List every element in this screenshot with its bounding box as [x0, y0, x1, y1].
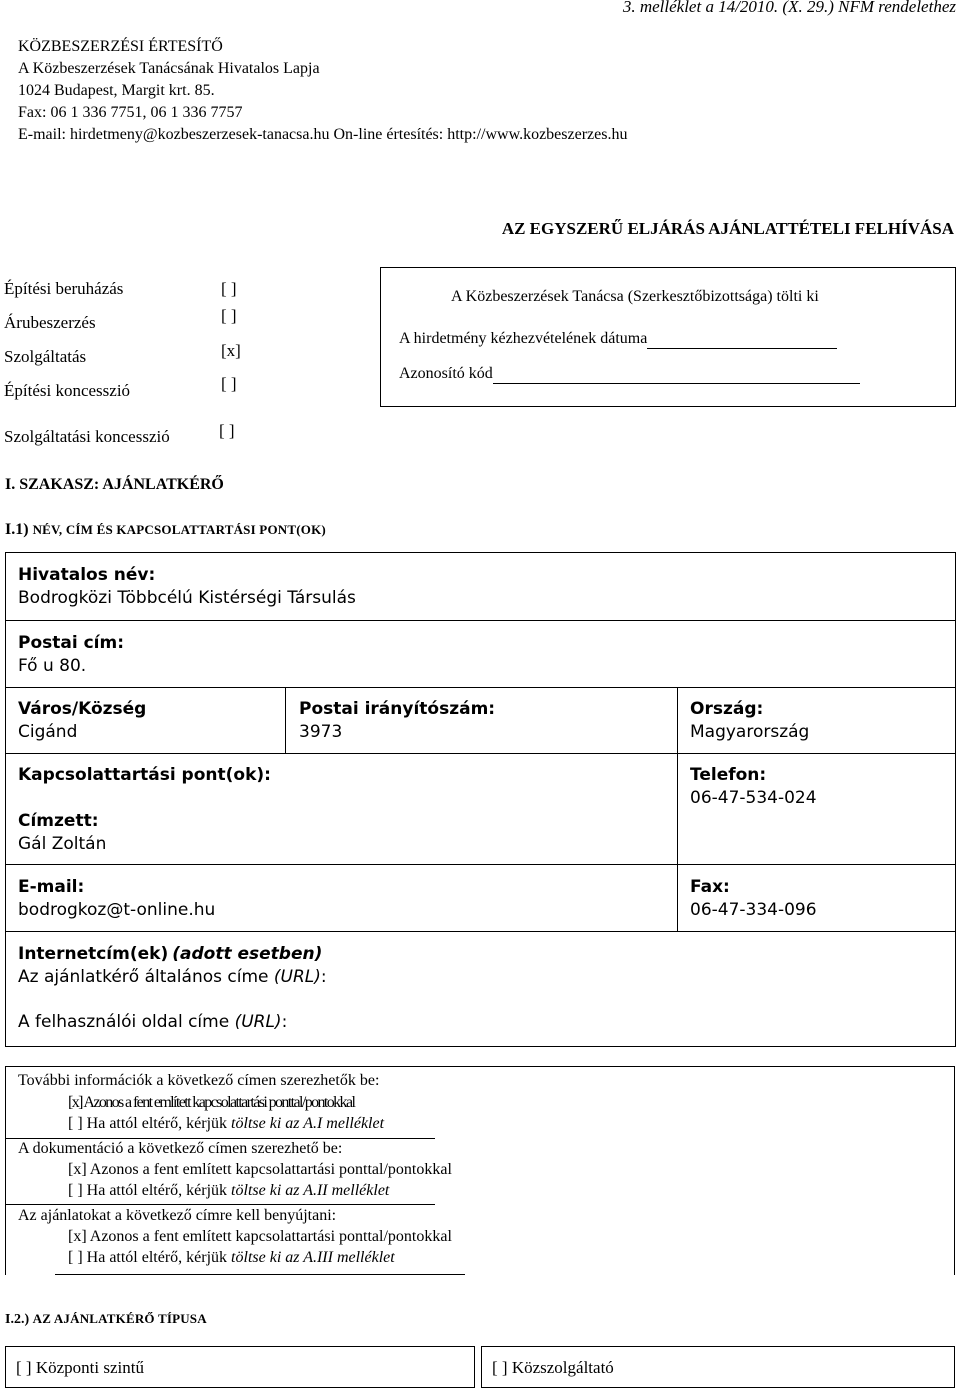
- contract-type-label-supplies: Árubeszerzés: [4, 313, 96, 332]
- publisher-fax: Fax: 06 1 336 7751, 06 1 336 7757: [18, 104, 243, 121]
- form-divider-address: [5, 687, 956, 688]
- internet-heading: Internetcím(ek) (adott esetben): [18, 944, 323, 964]
- buyer-profile-url-label: A felhasználói oldal címe (URL):: [18, 1012, 288, 1032]
- contract-type-label-works-concession: Építési koncesszió: [4, 381, 131, 400]
- form-divider-city: [285, 687, 286, 753]
- form-right-border: [955, 552, 956, 1047]
- docs-heading: A dokumentáció a következő címen szerezhető be:: [18, 1140, 343, 1157]
- postal-address-label: Postai cím:: [18, 633, 125, 653]
- contract-type-checkbox-supplies[interactable]: [ ]: [221, 306, 237, 325]
- section-1-2-heading: I.2.) AZ AJÁNLATKÉRŐ TÍPUSA: [5, 1311, 207, 1327]
- docs-option-other[interactable]: [ ] Ha attól eltérő, kérjük töltse ki az A.II melléklet: [68, 1182, 390, 1199]
- info-option-other[interactable]: [ ] Ha attól eltérő, kérjük töltse ki az A.I melléklet: [68, 1115, 385, 1132]
- buyer-type-utilities-cell: [481, 1346, 955, 1388]
- office-use-title: A Közbeszerzések Tanácsa (Szerkesztőbizottsága) tölti ki: [451, 288, 819, 305]
- received-date-row: [399, 330, 837, 349]
- received-date-field[interactable]: [647, 330, 837, 349]
- info-heading: További információk a következő címen szerezhetők be:: [18, 1072, 380, 1089]
- info-option-same[interactable]: [x] Azonos a fent említett kapcsolattartási ponttal/pontokkal: [68, 1094, 355, 1111]
- form-divider-name: [5, 620, 956, 621]
- identifier-field[interactable]: [493, 365, 860, 384]
- office-use-box: [380, 267, 956, 407]
- contract-type-label-services: Szolgáltatás: [4, 347, 87, 366]
- attention-label: Címzett:: [18, 811, 99, 831]
- received-date-label: A hirdetmény kézhezvételének dátuma: [399, 330, 648, 347]
- city-label: Város/Község: [18, 699, 147, 719]
- contract-type-checkbox-services-concession[interactable]: [ ]: [219, 421, 235, 440]
- publisher-address: 1024 Budapest, Margit krt. 85.: [18, 82, 215, 99]
- fax-label: Fax:: [690, 877, 730, 897]
- postal-address-value: Fő u 80.: [18, 656, 87, 676]
- document-title: AZ EGYSZERŰ ELJÁRÁS AJÁNLATTÉTELI FELHÍVÁSA: [501, 219, 954, 238]
- form-left-border: [5, 552, 6, 1047]
- identifier-row: [399, 365, 860, 384]
- country-value: Magyarország: [690, 722, 810, 742]
- phone-label: Telefon:: [690, 765, 767, 785]
- further-info-bottom-rule: [55, 1274, 465, 1275]
- contact-points-label: Kapcsolattartási pont(ok):: [18, 765, 271, 785]
- publisher-email: E-mail: hirdetmeny@kozbeszerzesek-tanacsa.hu On-line értesítés: http://www.kozbeszerzes.hu: [18, 126, 628, 143]
- form-divider-email-row: [5, 931, 956, 932]
- identifier-label: Azonosító kód: [399, 365, 493, 382]
- official-name-value: Bodrogközi Többcélú Kistérségi Társulás: [18, 588, 356, 608]
- country-label: Ország:: [690, 699, 764, 719]
- contract-type-checkbox-works[interactable]: [ ]: [221, 279, 237, 298]
- publisher-subtitle: A Közbeszerzések Tanácsának Hivatalos Lapja: [18, 60, 320, 77]
- publisher-block: [18, 36, 627, 146]
- section-1-1-heading: I.1) NÉV, CÍM ÉS KAPCSOLATTARTÁSI PONT(OK): [5, 521, 326, 538]
- docs-option-same[interactable]: [x] Azonos a fent említett kapcsolattartási ponttal/pontokkal: [68, 1161, 452, 1178]
- submit-option-other[interactable]: [ ] Ha attól eltérő, kérjük töltse ki az A.III melléklet: [68, 1249, 395, 1266]
- buyer-type-central-option[interactable]: [ ] Központi szintű: [16, 1358, 144, 1377]
- buyer-type-central-cell: [5, 1346, 475, 1388]
- form-divider-city-row: [5, 753, 956, 754]
- contract-type-checkbox-services[interactable]: [x]: [221, 341, 241, 360]
- general-url-label: Az ajánlatkérő általános címe (URL):: [18, 967, 327, 987]
- fax-value: 06-47-334-096: [690, 900, 817, 920]
- contract-type-checkbox-works-concession[interactable]: [ ]: [221, 374, 237, 393]
- form-top-border: [5, 552, 956, 553]
- form-bottom-border: [5, 1046, 956, 1047]
- submit-heading: Az ajánlatokat a következő címre kell benyújtani:: [18, 1207, 337, 1224]
- postcode-label: Postai irányítószám:: [299, 699, 496, 719]
- buyer-type-utilities-option[interactable]: [ ] Közszolgáltató: [492, 1358, 614, 1377]
- annex-reference: 3. melléklet a 14/2010. (X. 29.) NFM rendelethez: [622, 0, 956, 16]
- contract-type-label-works: Építési beruházás: [4, 279, 124, 298]
- email-label: E-mail:: [18, 877, 85, 897]
- postcode-value: 3973: [299, 722, 343, 742]
- attention-value: Gál Zoltán: [18, 834, 107, 854]
- further-info-divider-2: [5, 1204, 435, 1205]
- phone-value: 06-47-534-024: [690, 788, 817, 808]
- contract-type-label-services-concession: Szolgáltatási koncesszió: [4, 427, 170, 446]
- submit-option-same[interactable]: [x] Azonos a fent említett kapcsolattartási ponttal/pontokkal: [68, 1228, 452, 1245]
- section-1-title: I. SZAKASZ: AJÁNLATKÉRŐ: [5, 476, 224, 493]
- city-value: Cigánd: [18, 722, 78, 742]
- form-divider-contact-row: [5, 864, 956, 865]
- email-value: bodrogkoz@t-online.hu: [18, 900, 216, 920]
- form-divider-country: [677, 687, 678, 931]
- publisher-name: KÖZBESZERZÉSI ÉRTESÍTŐ: [18, 38, 223, 55]
- further-info-divider-1: [5, 1138, 435, 1139]
- official-name-label: Hivatalos név:: [18, 565, 156, 585]
